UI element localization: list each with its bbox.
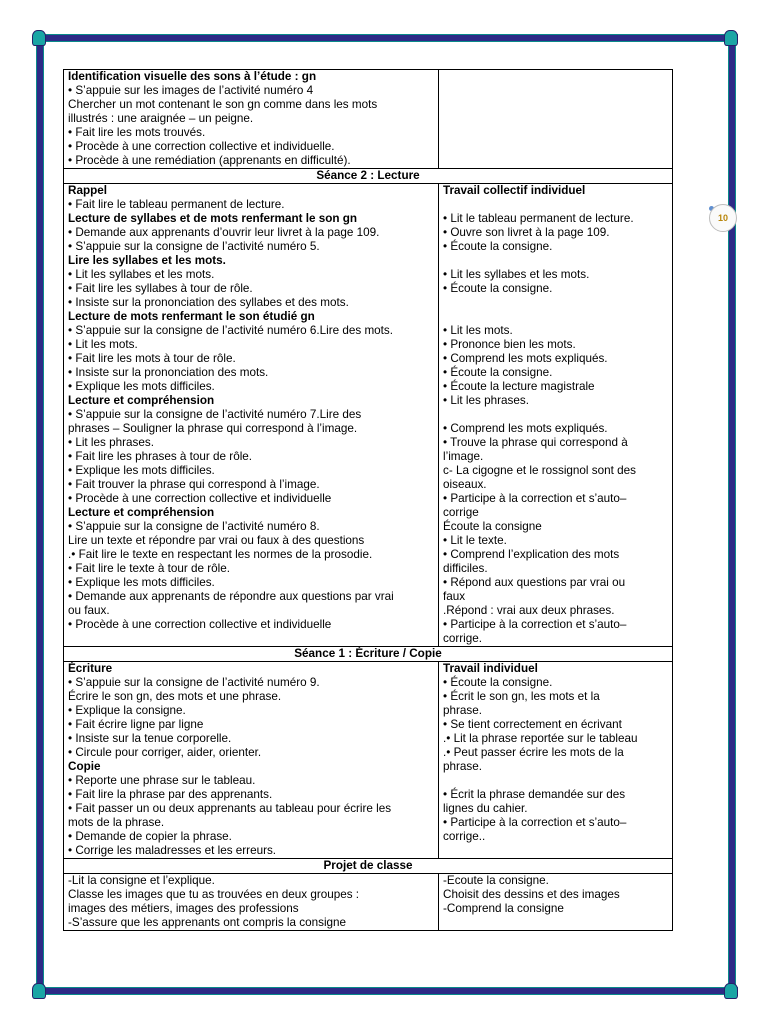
lesson-plan-table — [63, 69, 673, 931]
text-line: -Ecoute la consigne. — [443, 874, 549, 887]
text-line: • Écoute la consigne. — [443, 366, 553, 379]
text-line: • Insiste sur la prononciation des syllabes et des mots. — [68, 296, 349, 309]
text-line: • Procède à une correction collective et individuelle — [68, 492, 332, 505]
text-line: • Écrit le son gn, les mots et la — [443, 690, 600, 703]
text-line: • Explique la consigne. — [68, 704, 186, 717]
text-line: • Explique les mots difficiles. — [68, 576, 215, 589]
subheading: Lecture de mots renfermant le son étudié gn — [68, 310, 315, 323]
frame-left-border — [36, 34, 44, 996]
teacher-activities-cell — [64, 70, 439, 169]
student-activities-cell — [439, 874, 673, 931]
text-line: • Participe à la correction et s’auto– — [443, 816, 627, 829]
text-line: • Lit les mots. — [443, 324, 513, 337]
section-header: Projet de classe — [64, 859, 673, 874]
text-line: • Répond aux questions par vrai ou — [443, 576, 626, 589]
text-line: Lire un texte et répondre par vrai ou faux à des questions — [68, 534, 365, 547]
text-line: -S’assure que les apprenants ont compris la consigne — [68, 916, 347, 929]
text-line: • Écoute la lecture magistrale — [443, 380, 595, 393]
text-line: • S’appuie sur la consigne de l’activité numéro 8. — [68, 520, 320, 533]
subheading: Lecture et compréhension — [68, 394, 215, 407]
subheading: Lire les syllabes et les mots. — [68, 254, 226, 267]
text-line: phrase. — [443, 760, 482, 773]
text-line: • Fait lire les syllabes à tour de rôle. — [68, 282, 253, 295]
blank-line — [443, 774, 668, 788]
text-line: • Fait lire les phrases à tour de rôle. — [68, 450, 253, 463]
text-line: corrige — [443, 506, 479, 519]
section-header: Séance 1 : Écriture / Copie — [64, 647, 673, 662]
section-header-row — [64, 859, 673, 874]
text-line: • Écoute la consigne. — [443, 282, 553, 295]
text-line: • Écoute la consigne. — [443, 676, 553, 689]
text-line: • Lit le tableau permanent de lecture. — [443, 212, 634, 225]
text-line: .• Lit la phrase reportée sur le tableau — [443, 732, 638, 745]
section-header: Séance 2 : Lecture — [64, 169, 673, 184]
text-line: -Lit la consigne et l’explique. — [68, 874, 215, 887]
text-line: • Se tient correctement en écrivant — [443, 718, 622, 731]
text-line: • Comprend les mots expliqués. — [443, 422, 608, 435]
text-line: corrige.. — [443, 830, 486, 843]
text-line: • Corrige les maladresses et les erreurs. — [68, 844, 277, 857]
subheading: Copie — [68, 760, 101, 773]
text-line: • S’appuie sur les images de l’activité numéro 4 — [68, 84, 314, 97]
text-line: corrige. — [443, 632, 482, 645]
text-line: phrase. — [443, 704, 482, 717]
text-line: .• Fait lire le texte en respectant les normes de la prosodie. — [68, 548, 373, 561]
frame-corner-ornament — [32, 983, 46, 999]
text-line: • Procède à une correction collective et individuelle. — [68, 140, 335, 153]
text-line: phrases – Souligner la phrase qui correspond à l’image. — [68, 422, 358, 435]
section-header-row — [64, 169, 673, 184]
subheading: Travail collectif individuel — [443, 184, 586, 197]
text-line: -Comprend la consigne — [443, 902, 564, 915]
subheading: Identification visuelle des sons à l’étude : gn — [68, 70, 317, 83]
frame-top-border — [36, 34, 738, 42]
section-content-row — [64, 184, 673, 647]
text-line: • Lit les phrases. — [68, 436, 154, 449]
text-line: • Fait lire la phrase par des apprenants. — [68, 788, 273, 801]
text-line: • Fait lire le tableau permanent de lecture. — [68, 198, 285, 211]
text-line: • Insiste sur la prononciation des mots. — [68, 366, 269, 379]
text-line: Écoute la consigne — [443, 520, 542, 533]
section-content-row — [64, 874, 673, 931]
text-line: • Fait trouver la phrase qui correspond à l’image. — [68, 478, 320, 491]
frame-corner-ornament — [724, 983, 738, 999]
lesson-plan-body — [64, 70, 673, 931]
text-line: • Lit les syllabes et les mots. — [443, 268, 590, 281]
teacher-activities-cell — [64, 184, 439, 647]
teacher-activities-cell — [64, 662, 439, 859]
text-line: Classe les images que tu as trouvées en deux groupes : — [68, 888, 360, 901]
text-line: • S’appuie sur la consigne de l’activité numéro 9. — [68, 676, 320, 689]
text-line: ou faux. — [68, 604, 110, 617]
text-line: • Explique les mots difficiles. — [68, 464, 215, 477]
subheading: Lecture de syllabes et de mots renfermant le son gn — [68, 212, 358, 225]
text-line: • Lit les mots. — [68, 338, 138, 351]
text-line: • Fait écrire ligne par ligne — [68, 718, 204, 731]
frame-bottom-border — [36, 987, 738, 995]
text-line: • Écoute la consigne. — [443, 240, 553, 253]
text-line: • Insiste sur la tenue corporelle. — [68, 732, 232, 745]
text-line: • Circule pour corriger, aider, orienter. — [68, 746, 262, 759]
text-line: l’image. — [443, 450, 484, 463]
frame-corner-ornament — [724, 30, 738, 46]
teacher-activities-cell — [64, 874, 439, 931]
text-line: illustrés : une araignée – un peigne. — [68, 112, 254, 125]
text-line: mots de la phrase. — [68, 816, 165, 829]
text-line: .• Peut passer écrire les mots de la — [443, 746, 624, 759]
student-activities-cell — [439, 662, 673, 859]
text-line: • Participe à la correction et s’auto– — [443, 618, 627, 631]
subheading: Travail individuel — [443, 662, 538, 675]
text-line: • Lit les phrases. — [443, 394, 529, 407]
page-number-badge: 10 — [709, 204, 737, 232]
blank-line — [443, 254, 668, 268]
text-line: • Comprend l’explication des mots — [443, 548, 620, 561]
text-line: • Ouvre son livret à la page 109. — [443, 226, 610, 239]
text-line: • Demande aux apprenants d’ouvrir leur livret à la page 109. — [68, 226, 380, 239]
text-line: lignes du cahier. — [443, 802, 528, 815]
subheading: Rappel — [68, 184, 107, 197]
text-line: oiseaux. — [443, 478, 487, 491]
text-line: • Procède à une remédiation (apprenants en difficulté). — [68, 154, 351, 167]
student-activities-cell — [439, 184, 673, 647]
text-line: c- La cigogne et le rossignol sont des — [443, 464, 636, 477]
subheading: Lecture et compréhension — [68, 506, 215, 519]
blank-line — [443, 296, 668, 310]
text-line: • Demande de copier la phrase. — [68, 830, 232, 843]
text-line: • Fait lire les mots à tour de rôle. — [68, 352, 236, 365]
text-line: • Écrit la phrase demandée sur des — [443, 788, 626, 801]
blank-line — [443, 198, 668, 212]
text-line: Choisit des dessins et des images — [443, 888, 620, 901]
text-line: • Procède à une correction collective et individuelle — [68, 618, 332, 631]
frame-right-border — [728, 34, 736, 996]
text-line: • Demande aux apprenants de répondre aux questions par vrai — [68, 590, 394, 603]
section-header-row — [64, 647, 673, 662]
text-line: • Prononce bien les mots. — [443, 338, 576, 351]
text-line: • Lit les syllabes et les mots. — [68, 268, 215, 281]
text-line: Chercher un mot contenant le son gn comme dans les mots — [68, 98, 378, 111]
text-line: • Trouve la phrase qui correspond à — [443, 436, 628, 449]
text-line: faux — [443, 590, 466, 603]
section-content-row — [64, 662, 673, 859]
text-line: • S’appuie sur la consigne de l’activité numéro 6.Lire des mots. — [68, 324, 394, 337]
student-activities-cell — [439, 70, 673, 169]
text-line: • Reporte une phrase sur le tableau. — [68, 774, 256, 787]
text-line: difficiles. — [443, 562, 488, 575]
text-line: images des métiers, images des professions — [68, 902, 299, 915]
section-content-row — [64, 70, 673, 169]
text-line: • Comprend les mots expliqués. — [443, 352, 608, 365]
subheading: Écriture — [68, 662, 113, 675]
text-line: • Fait passer un ou deux apprenants au tableau pour écrire les — [68, 802, 392, 815]
text-line: • Lit le texte. — [443, 534, 507, 547]
text-line: • Participe à la correction et s’auto– — [443, 492, 627, 505]
text-line: • S’appuie sur la consigne de l’activité numéro 5. — [68, 240, 320, 253]
blank-line — [443, 408, 668, 422]
frame-corner-ornament — [32, 30, 46, 46]
blank-line — [443, 310, 668, 324]
text-line: • Fait lire les mots trouvés. — [68, 126, 206, 139]
text-line: • Explique les mots difficiles. — [68, 380, 215, 393]
text-line: • S’appuie sur la consigne de l’activité numéro 7.Lire des — [68, 408, 362, 421]
text-line: .Répond : vrai aux deux phrases. — [443, 604, 615, 617]
text-line: • Fait lire le texte à tour de rôle. — [68, 562, 230, 575]
text-line: Écrire le son gn, des mots et une phrase. — [68, 690, 282, 703]
